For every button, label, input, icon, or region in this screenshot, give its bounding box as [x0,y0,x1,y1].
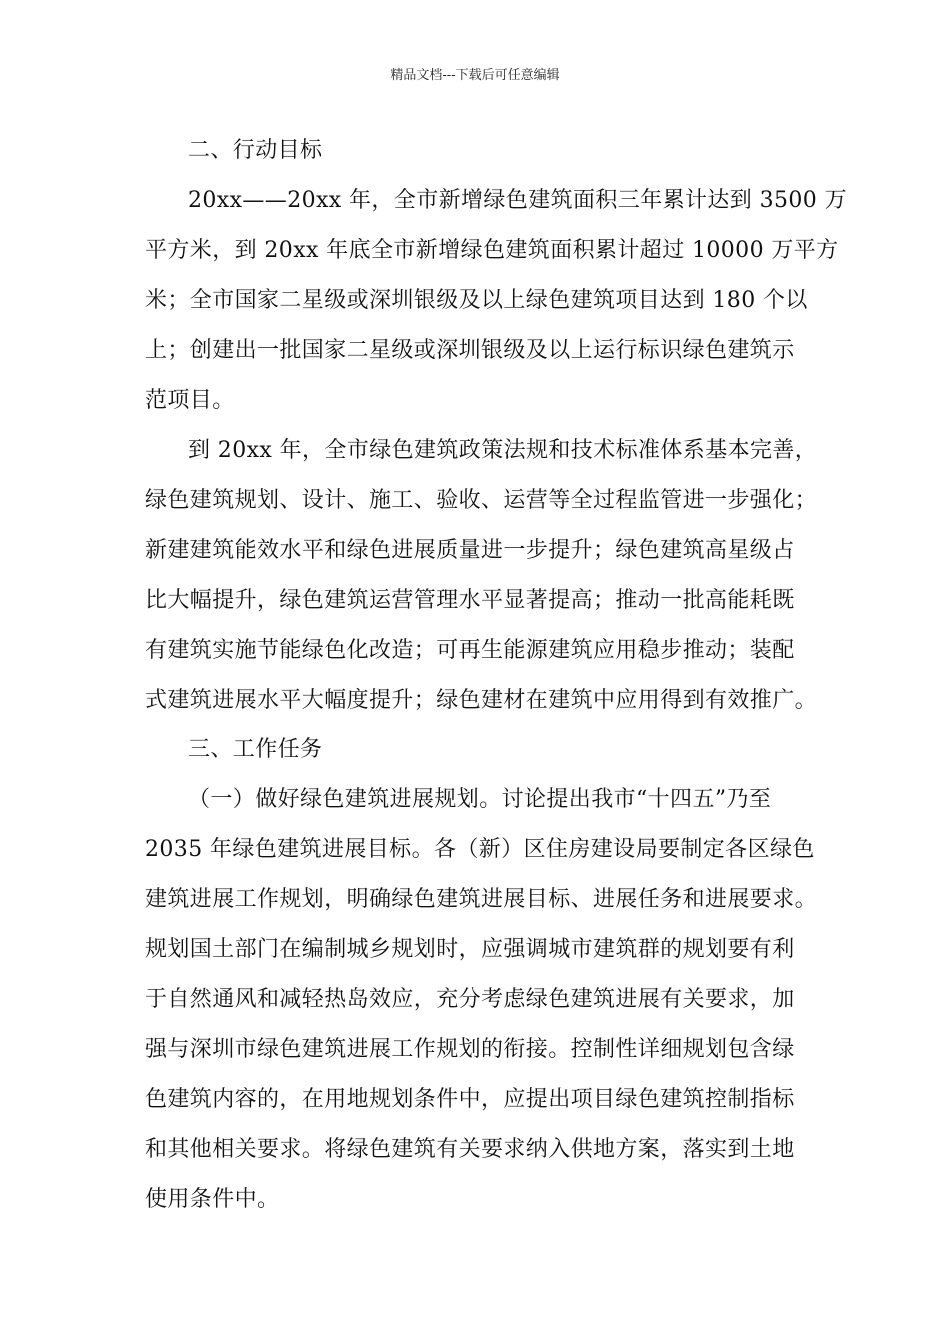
paragraph-line: 2035 年绿色建筑进展目标。各（新）区住房建设局要制定各区绿色 [145,837,815,862]
paragraph-line: 上；创建出一批国家二星级或深圳银级及以上运行标识绿色建筑示 [145,338,795,363]
paragraph-line: （一）做好绿色建筑进展规划。讨论提出我市“十四五”乃至 [188,787,772,812]
page-header: 精品文档---下载后可任意编辑 [390,68,560,83]
paragraph-line: 20xx——20xx 年，全市新增绿色建筑面积三年累计达到 3500 万 [188,188,847,213]
paragraph-line: 有建筑实施节能绿色化改造；可再生能源建筑应用稳步推动；装配 [145,638,795,663]
paragraph-line: 规划国土部门在编制城乡规划时，应强调城市建筑群的规划要有利 [145,937,795,962]
paragraph-line: 到 20xx 年，全市绿色建筑政策法规和技术标准体系基本完善， [188,438,818,463]
paragraph-line: 使用条件中。 [145,1187,280,1212]
paragraph-line: 新建建筑能效水平和绿色进展质量进一步提升；绿色建筑高星级占 [145,538,795,563]
paragraph-line: 和其他相关要求。将绿色建筑有关要求纳入供地方案，落实到土地 [145,1137,795,1162]
paragraph-line: 平方米，到 20xx 年底全市新增绿色建筑面积累计超过 10000 万平方 [145,238,839,263]
section-heading: 三、工作任务 [188,737,323,762]
paragraph-line: 色建筑内容的，在用地规划条件中，应提出项目绿色建筑控制指标 [145,1087,795,1112]
paragraph-line: 式建筑进展水平大幅度提升；绿色建材在建筑中应用得到有效推广。 [145,688,818,713]
paragraph-line: 建筑进展工作规划，明确绿色建筑进展目标、进展任务和进展要求。 [145,887,818,912]
paragraph-line: 于自然通风和减轻热岛效应，充分考虑绿色建筑进展有关要求，加 [145,987,795,1012]
section-heading: 二、行动目标 [188,138,323,163]
paragraph-line: 米；全市国家二星级或深圳银级及以上绿色建筑项目达到 180 个以 [145,288,808,313]
paragraph-line: 绿色建筑规划、设计、施工、验收、运营等全过程监管进一步强化； [145,488,818,513]
paragraph-line: 强与深圳市绿色建筑进展工作规划的衔接。控制性详细规划包含绿 [145,1037,795,1062]
paragraph-line: 比大幅提升，绿色建筑运营管理水平显著提高；推动一批高能耗既 [145,588,795,613]
paragraph-line: 范项目。 [145,388,235,413]
